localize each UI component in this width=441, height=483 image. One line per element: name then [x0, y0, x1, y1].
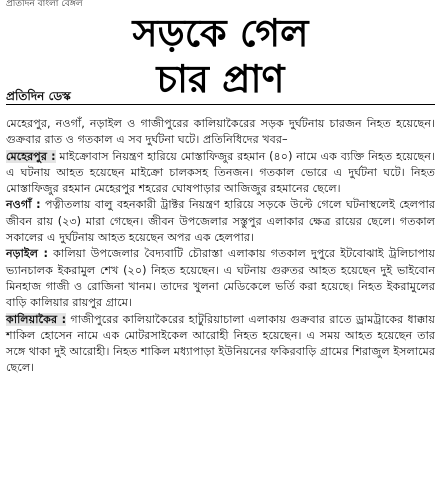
section-label: কালিয়াকৈর : [6, 312, 67, 326]
section-naogaon [6, 197, 435, 246]
section-label: নওগাঁ : [6, 198, 41, 212]
byline-rule [6, 104, 435, 105]
section-narail [6, 246, 435, 311]
section-text: মাইক্রোবাস নিয়ন্ত্রণ হারিয়ে মোস্তাফিজুর রহমান (৪০) নামে এক ব্যক্তি নিহত হয়েছেন। এ ঘটনায় আহত হয়েছেন মাইক্রো চালকসহ তিনজন। গতকাল ভোরে এ দুর্ঘটনা ঘটে। নিহত মোস্তাফিজুর রহমান মেহেরপুর শহরের ঘোষপাড়ার আজিজুর রহমানের ছেলে। [6, 149, 435, 196]
byline: প্রতিদিন ডেস্ক [6, 89, 71, 103]
intro-paragraph: মেহেরপুর, নওগাঁ, নড়াইল ও গাজীপুরের কালিয়াকৈরের সড়ক দুর্ঘটনায় চারজন নিহত হয়েছেন। গুক্রবার রাত ও গতকাল এ সব দুর্ঘটনা ঘটে। প্রতিনিধিদের খবর– [6, 117, 435, 147]
headline-line-2: চার প্রাণ [156, 57, 285, 101]
section-text: পত্নীতলায় বালু বহনকারী ট্রাক্টর নিয়ন্ত্রণ হারিয়ে সড়কে উল্টে গেলে ঘটনাস্থলেই হেলপার জীবন রায় (২৩) মারা গেছেন। জীবন উপজেলার সস্তুপুর এলাকার ক্ষেত্র রায়ের ছেলে। গতকাল সকালের এ দুর্ঘটনায় আহত হয়েছেন অপর এক হেলপার। [6, 198, 435, 245]
section-kaliakair [6, 312, 435, 377]
section-label: মেহেরপুর : [6, 149, 56, 163]
section-meherpur [6, 149, 435, 198]
section-label: নড়াইল : [6, 247, 49, 261]
section-text: গাজীপুরের কালিয়াকৈরের হাটুরিয়াচালা এলাকায় গুক্রবার রাতে ড্রামট্রাকের ধাক্কায় শাকিল হোসেন নামে এক মোটরসাইকেল আরোহী নিহত হয়েছেন। এ সময় আহত হয়েছেন তার সঙ্গে থাকা দুই আরোহী। নিহত শাকিল মধ্যাপাড়া ইউনিয়নের ফকিরবাড়ি গ্রামের শিরাজুল ইসলামের ছেলে। [6, 312, 435, 375]
article-body [6, 116, 435, 377]
headline-line-1: সড়কে গেল [132, 11, 309, 55]
kicker-text: প্রতিদিন বাংলা বেঙ্গল [6, 0, 83, 9]
section-text: কালিয়া উপজেলার বৈদ্যবাটি চৌরাস্তা এলাকায় গতকাল দুপুরে ইটবোঝাই ট্রলিচাপায় ভ্যানচালক ইকরামুল শেখ (২০) নিহত হয়েছেন। এ ঘটনায় গুরুতর আহত হয়েছেন দুই ভাইবোন মিনহাজ গাজী ও রোজিনা খানম। তাদের খুলনা মেডিকেলে ভর্তি করা হয়েছে। নিহত ইকরামুলের বাড়ি কালিয়ার রায়পুর গ্রামে। [6, 247, 435, 310]
